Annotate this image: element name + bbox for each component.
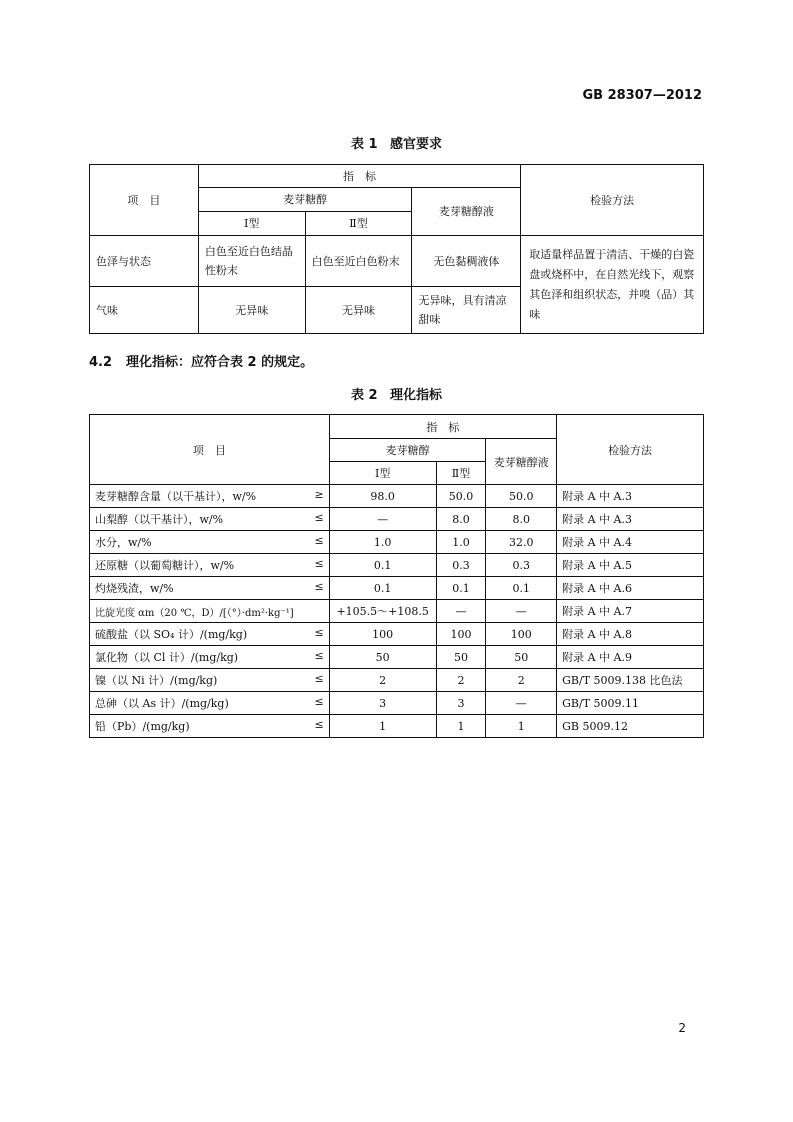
table-row xyxy=(90,600,704,623)
t2-row4-type2: 0.3 xyxy=(436,554,486,577)
t2-row5-type1: 0.1 xyxy=(329,577,436,600)
table-row xyxy=(90,508,704,531)
table2-caption-title: 理化指标 xyxy=(390,388,443,403)
table-row xyxy=(90,646,704,669)
t2-row10-type2: 3 xyxy=(436,692,486,715)
t2-row3-type2: 1.0 xyxy=(436,531,486,554)
table-row xyxy=(90,669,704,692)
t2-row7-syrup: 100 xyxy=(486,623,557,646)
table1-caption-number: 表 1 xyxy=(350,137,378,152)
t2-row10-symbol: ≤ xyxy=(314,695,324,708)
t2-row4-symbol: ≤ xyxy=(314,557,324,570)
t2-row8-method: 附录 A 中 A.9 xyxy=(557,646,704,669)
t2-row5-item: 灼烧残渣，w/% xyxy=(95,582,174,595)
t2-row3-item: 水分，w/% xyxy=(95,536,152,549)
t1-row2-type1: 无异味 xyxy=(198,287,305,334)
t1-row1-syrup: 无色黏稠液体 xyxy=(412,236,521,287)
t2-row9-syrup: 2 xyxy=(486,669,557,692)
t2-row7-method: 附录 A 中 A.8 xyxy=(557,623,704,646)
t1-header-type1: Ⅰ型 xyxy=(198,212,305,236)
t2-header-maltitol: 麦芽糖醇 xyxy=(329,439,486,462)
t1-row1-type2: 白色至近白色粉末 xyxy=(305,236,412,287)
t1-row2-type2: 无异味 xyxy=(305,287,412,334)
t2-row9-symbol: ≤ xyxy=(314,672,324,685)
t1-header-maltitol: 麦芽糖醇 xyxy=(198,188,412,212)
table2-caption xyxy=(0,384,793,403)
t2-row7-type1: 100 xyxy=(329,623,436,646)
t2-row7-item: 硫酸盐（以 SO₄ 计）/(mg/kg) xyxy=(95,628,248,641)
t2-row1-item: 麦芽糖醇含量（以干基计），w/% xyxy=(95,490,257,503)
t1-row1-item: 色泽与状态 xyxy=(90,236,199,287)
t1-header-method: 检验方法 xyxy=(521,165,704,236)
table-row xyxy=(90,236,704,287)
t2-header-index: 指 标 xyxy=(329,415,556,439)
t2-row9-type2: 2 xyxy=(436,669,486,692)
t2-row1-syrup: 50.0 xyxy=(486,485,557,508)
t2-row7-symbol: ≤ xyxy=(314,626,324,639)
t2-header-type2: Ⅱ型 xyxy=(436,462,486,485)
t2-row3-syrup: 32.0 xyxy=(486,531,557,554)
t2-row2-type1: — xyxy=(329,508,436,531)
t2-header-item: 项 目 xyxy=(90,415,330,485)
t2-row2-symbol: ≤ xyxy=(314,511,324,524)
t1-header-syrup: 麦芽糖醇液 xyxy=(412,188,521,236)
table-row xyxy=(90,577,704,600)
t2-row5-type2: 0.1 xyxy=(436,577,486,600)
t2-row3-method: 附录 A 中 A.4 xyxy=(557,531,704,554)
clause-number: 4.2 xyxy=(89,355,113,370)
t2-row9-type1: 2 xyxy=(329,669,436,692)
t1-row1-type1: 白色至近白色结晶性粉末 xyxy=(198,236,305,287)
t2-header-method: 检验方法 xyxy=(557,415,704,485)
t2-row8-type1: 50 xyxy=(329,646,436,669)
t2-row11-item: 铅（Pb）/(mg/kg) xyxy=(95,720,190,733)
t2-row2-method: 附录 A 中 A.3 xyxy=(557,508,704,531)
sensory-requirements-table xyxy=(89,164,704,334)
t2-row6-item: 比旋光度 αm（20 ℃，D）/[（°）·dm²·kg⁻¹] xyxy=(95,607,294,619)
physicochemical-indicators-table xyxy=(89,414,704,738)
t2-row2-item: 山梨醇（以干基计），w/% xyxy=(95,513,224,526)
t1-row2-syrup: 无异味，具有清凉甜味 xyxy=(412,287,521,334)
t2-row2-syrup: 8.0 xyxy=(486,508,557,531)
t2-row11-method: GB 5009.12 xyxy=(557,715,704,738)
table1-caption-title: 感官要求 xyxy=(390,137,443,152)
t2-header-type1: Ⅰ型 xyxy=(329,462,436,485)
t2-row10-type1: 3 xyxy=(329,692,436,715)
t2-row3-type1: 1.0 xyxy=(329,531,436,554)
t2-row8-symbol: ≤ xyxy=(314,649,324,662)
t2-row1-type2: 50.0 xyxy=(436,485,486,508)
table1-caption xyxy=(0,133,793,152)
t2-row10-method: GB/T 5009.11 xyxy=(557,692,704,715)
t2-row4-item: 还原糖（以葡萄糖计），w/% xyxy=(95,559,235,572)
t2-row7-type2: 100 xyxy=(436,623,486,646)
t2-row1-symbol: ≥ xyxy=(314,488,324,501)
table-row xyxy=(90,554,704,577)
t2-row8-item: 氯化物（以 Cl 计）/(mg/kg) xyxy=(95,651,239,664)
t2-row6-syrup: — xyxy=(486,600,557,623)
standard-number: GB 28307—2012 xyxy=(582,88,702,103)
table-row xyxy=(90,692,704,715)
t2-row8-type2: 50 xyxy=(436,646,486,669)
t2-row5-symbol: ≤ xyxy=(314,580,324,593)
table-row xyxy=(90,715,704,738)
t2-row9-item: 镍（以 Ni 计）/(mg/kg) xyxy=(95,674,218,687)
t2-row8-syrup: 50 xyxy=(486,646,557,669)
t2-row5-method: 附录 A 中 A.6 xyxy=(557,577,704,600)
table-row xyxy=(90,531,704,554)
t2-row3-symbol: ≤ xyxy=(314,534,324,547)
table-row xyxy=(90,485,704,508)
t2-row6-type1: +105.5～+108.5 xyxy=(329,600,436,623)
t2-row11-symbol: ≤ xyxy=(314,718,324,731)
t1-header-item: 项 目 xyxy=(90,165,199,236)
t2-header-syrup: 麦芽糖醇液 xyxy=(486,439,557,485)
t2-row5-syrup: 0.1 xyxy=(486,577,557,600)
page-number: 2 xyxy=(678,1021,686,1035)
t2-row4-method: 附录 A 中 A.5 xyxy=(557,554,704,577)
t2-row4-syrup: 0.3 xyxy=(486,554,557,577)
clause-4-2 xyxy=(89,351,313,370)
t1-method-text: 取适量样品置于清洁、干燥的白瓷盘或烧杯中，在自然光线下，观察其色泽和组织状态，并嗅（品）其味 xyxy=(521,236,704,334)
t2-row4-type1: 0.1 xyxy=(329,554,436,577)
t2-row6-method: 附录 A 中 A.7 xyxy=(557,600,704,623)
t2-row2-type2: 8.0 xyxy=(436,508,486,531)
table-row xyxy=(90,623,704,646)
t2-row10-item: 总砷（以 As 计）/(mg/kg) xyxy=(95,697,229,710)
t1-row2-item: 气味 xyxy=(90,287,199,334)
t2-row9-method: GB/T 5009.138 比色法 xyxy=(557,669,704,692)
table2-caption-number: 表 2 xyxy=(350,388,378,403)
t2-row10-syrup: — xyxy=(486,692,557,715)
t2-row11-type2: 1 xyxy=(436,715,486,738)
t2-row11-syrup: 1 xyxy=(486,715,557,738)
t2-row1-method: 附录 A 中 A.3 xyxy=(557,485,704,508)
t2-row1-type1: 98.0 xyxy=(329,485,436,508)
t1-header-type2: Ⅱ型 xyxy=(305,212,412,236)
clause-text: 理化指标：应符合表 2 的规定。 xyxy=(126,355,314,370)
t2-row6-type2: — xyxy=(436,600,486,623)
t2-row11-type1: 1 xyxy=(329,715,436,738)
t1-header-index: 指 标 xyxy=(198,165,520,188)
